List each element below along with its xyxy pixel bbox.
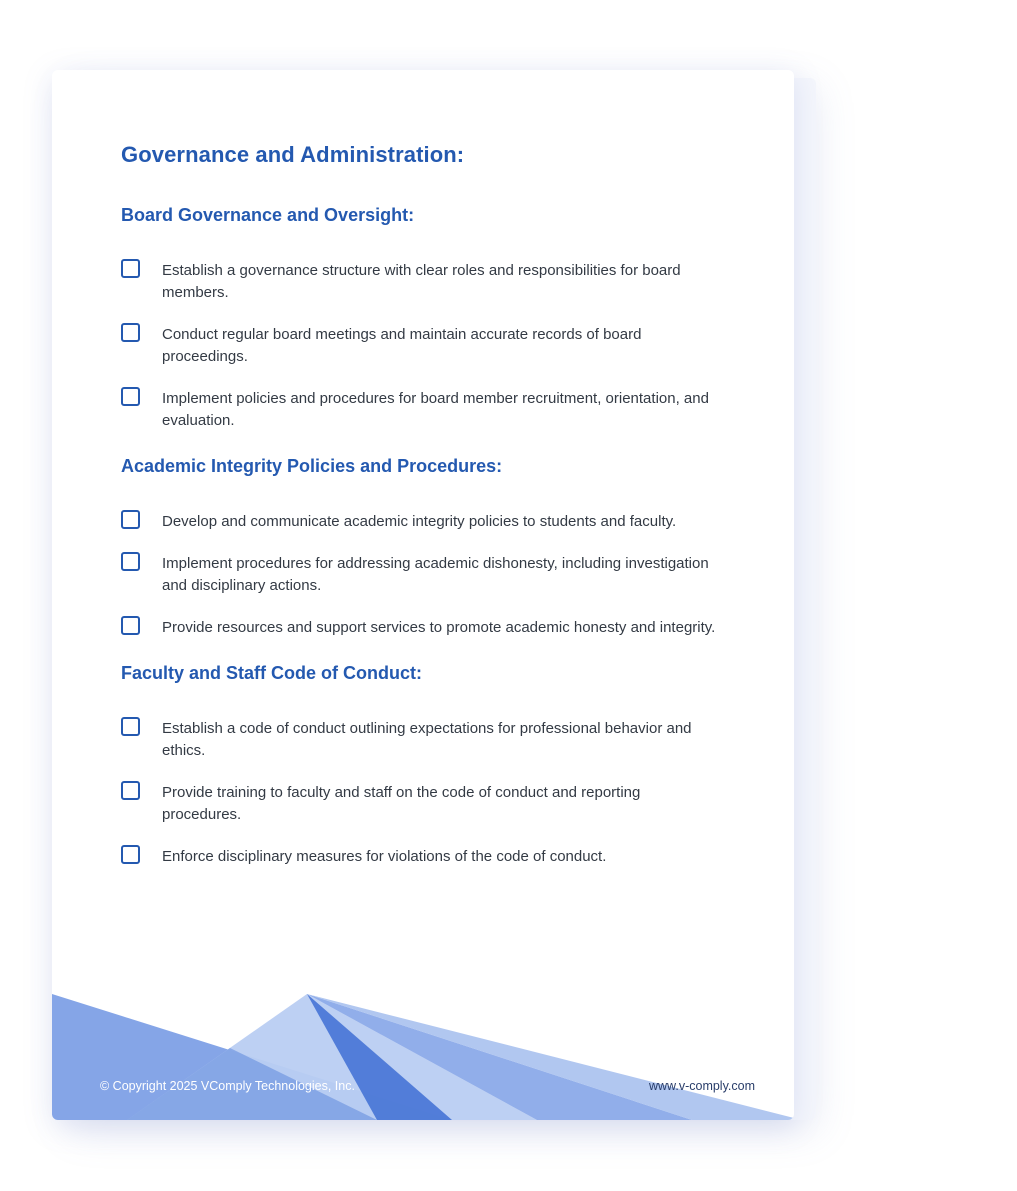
checkbox-icon[interactable] (121, 387, 140, 406)
checklist-section (121, 663, 721, 868)
checklist-item (121, 617, 721, 639)
checklist-item-text: Establish a governance structure with clear roles and responsibilities for board members. (162, 262, 681, 301)
checklist-item-text: Develop and communicate academic integrity policies to students and faculty. (162, 513, 677, 530)
checklist-item (121, 846, 721, 868)
checklist-item (121, 718, 721, 762)
checklist-item (121, 782, 721, 826)
checklist-item-text: Enforce disciplinary measures for violations of the code of conduct. (162, 848, 607, 865)
footer-copyright: © Copyright 2025 VComply Technologies, Inc. (100, 1079, 355, 1093)
checklist-item (121, 260, 721, 304)
page-title: Governance and Administration: (121, 142, 465, 167)
checklist-item-text: Provide training to faculty and staff on the code of conduct and reporting procedures. (162, 784, 641, 823)
sections-container (121, 205, 721, 868)
checklist-item (121, 511, 721, 533)
checklist-section (121, 456, 721, 639)
checklist-section (121, 205, 721, 432)
checkbox-icon[interactable] (121, 552, 140, 571)
checkbox-icon[interactable] (121, 616, 140, 635)
checklist-content (121, 142, 721, 892)
section-heading: Board Governance and Oversight: (121, 205, 415, 225)
checklist-item (121, 553, 721, 597)
checklist-item-text: Implement policies and procedures for board member recruitment, orientation, and evaluation. (162, 390, 709, 429)
section-heading: Academic Integrity Policies and Procedures: (121, 456, 503, 476)
checkbox-icon[interactable] (121, 323, 140, 342)
checkbox-icon[interactable] (121, 510, 140, 529)
checkbox-icon[interactable] (121, 259, 140, 278)
checkbox-icon[interactable] (121, 845, 140, 864)
checklist-item-text: Provide resources and support services to promote academic honesty and integrity. (162, 619, 716, 636)
checklist-page (52, 70, 794, 1120)
checklist-item-text: Implement procedures for addressing academic dishonesty, including investigation and disciplinary actions. (162, 555, 709, 594)
checklist-item-text: Establish a code of conduct outlining expectations for professional behavior and ethics. (162, 720, 692, 759)
checkbox-icon[interactable] (121, 717, 140, 736)
checklist-item (121, 388, 721, 432)
footer-triangle-pattern (52, 990, 794, 1120)
footer-website-link[interactable]: www.v-comply.com (648, 1079, 755, 1093)
section-heading: Faculty and Staff Code of Conduct: (121, 663, 422, 683)
checklist-item (121, 324, 721, 368)
checkbox-icon[interactable] (121, 781, 140, 800)
checklist-item-text: Conduct regular board meetings and maintain accurate records of board proceedings. (162, 326, 642, 365)
